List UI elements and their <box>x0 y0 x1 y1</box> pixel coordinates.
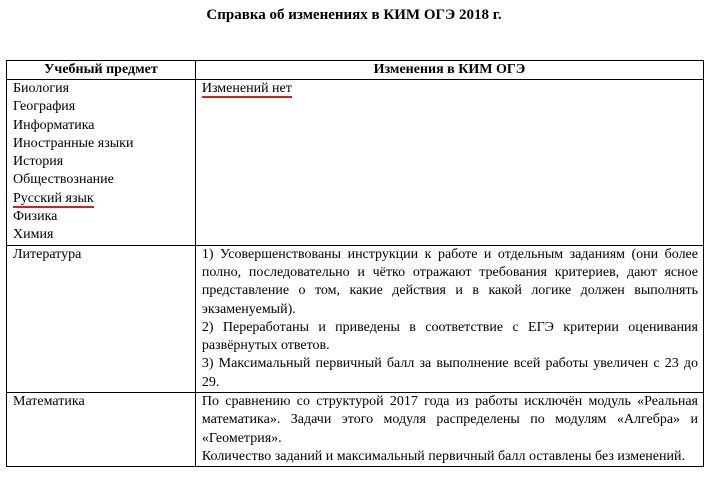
subject-item: Информатика <box>13 117 95 133</box>
change-point: Количество заданий и максимальный первичный балл оставлены без изменений. <box>201 448 685 464</box>
change-point: 1) Усовершенствованы инструкции к работе и отдельным заданиям (они более полно, последовательно и чётко отражают требования критериев, дают ясное представление о том, какие действия и в какой логике должен выполнять экзаменуемый). <box>201 246 698 317</box>
table-row <box>7 245 704 392</box>
subject-item-russian: Русский язык <box>13 190 94 206</box>
header-changes: Изменения в КИМ ОГЭ <box>195 61 703 80</box>
header-subject: Учебный предмет <box>7 61 196 80</box>
no-changes-text: Изменений нет <box>201 81 292 96</box>
change-point: 3) Максимальный первичный балл за выполнение всей работы увеличен с 23 до 29. <box>201 356 698 390</box>
table-row <box>7 393 704 467</box>
subject-item: Иностранные языки <box>13 135 134 151</box>
subject-cell-math: Математика <box>7 393 196 467</box>
changes-cell-group <box>195 80 703 246</box>
subject-item: Обществознание <box>13 172 114 188</box>
table-row <box>7 80 704 246</box>
changes-cell-literature <box>195 245 703 392</box>
subject-item: Физика <box>13 209 58 225</box>
subject-item: Биология <box>13 81 70 96</box>
table-header-row <box>7 61 704 80</box>
subject-item: География <box>13 99 76 115</box>
changes-cell-math <box>195 393 703 467</box>
changes-table <box>6 60 704 467</box>
subject-item: Химия <box>13 227 54 243</box>
subject-item <box>13 190 190 208</box>
subject-list-cell <box>7 80 196 246</box>
subject-item: История <box>13 154 64 170</box>
change-point: 2) Переработаны и приведены в соответствие с ЕГЭ критерии оценивания развёрнутых ответов. <box>201 319 698 354</box>
document-title: Справка об изменениях в КИМ ОГЭ 2018 г. <box>206 7 502 23</box>
change-point: По сравнению со структурой 2017 года из работы исключён модуль «Реальная математика». Задачи этого модуля распределены по модулям «Алгебра» и «Геометрия». <box>201 394 698 446</box>
subject-cell-literature: Литература <box>7 245 196 392</box>
